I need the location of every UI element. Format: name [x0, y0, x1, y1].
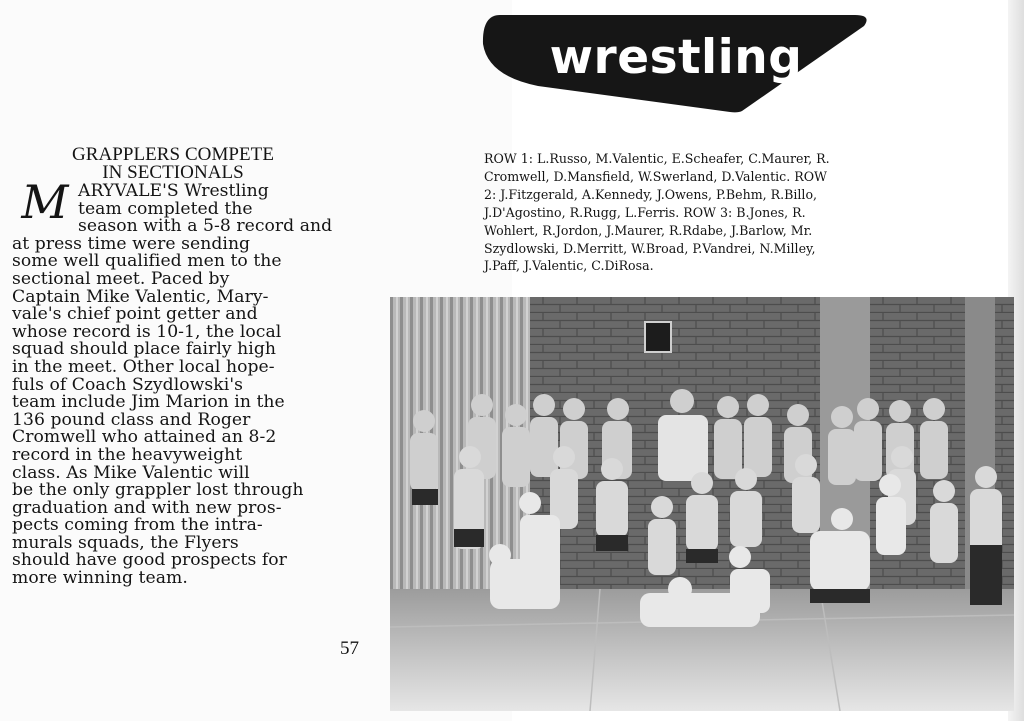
body-line: record in the heavyweight — [12, 444, 243, 465]
caption-line: J.D'Agostino, R.Rugg, L.Ferris. ROW 3: B.Jones, R. — [484, 204, 806, 220]
body-line: team completed the — [78, 198, 253, 219]
caption-line: ROW 1: L.Russo, M.Valentic, E.Scheafer, C.Maurer, R. — [484, 151, 830, 166]
body-line: should have good prospects for — [12, 550, 287, 571]
body-line: graduation and with new pros- — [12, 497, 282, 518]
body-line: more winning team. — [12, 568, 188, 589]
body-line: class. As Mike Valentic will — [12, 462, 250, 483]
body-line: whose record is 10-1, the local — [12, 321, 282, 342]
body-line: pects coming from the intra- — [12, 515, 263, 536]
body-line: ARYVALE'S Wrestling — [78, 181, 269, 201]
photo-caption — [484, 150, 934, 275]
body-line: murals squads, the Flyers — [12, 532, 239, 553]
body-line: in the meet. Other local hope- — [12, 356, 275, 377]
team-photo-image — [390, 297, 1014, 711]
caption-line: Cromwell, D.Mansfield, W.Swerland, D.Valentic. ROW — [484, 168, 827, 184]
body-line: some well qualified men to the — [12, 251, 282, 272]
body-line: season with a 5-8 record and — [78, 216, 333, 237]
body-line: Cromwell who attained an 8-2 — [12, 427, 277, 448]
caption-line: J.Paff, J.Valentic, C.DiRosa. — [484, 258, 654, 274]
body-line: vale's chief point getter and — [12, 304, 258, 325]
headline-line: GRAPPLERS COMPETE — [72, 144, 274, 165]
caption-line: Wohlert, R.Jordon, J.Maurer, R.Rdabe, J.Barlow, Mr. — [484, 222, 813, 238]
page-number: 57 — [340, 638, 359, 659]
body-line: squad should place fairly high — [12, 339, 277, 360]
body-line: team include Jim Marion in the — [12, 392, 285, 413]
article-body — [12, 175, 333, 589]
body-line: fuls of Coach Szydlowski's — [12, 374, 243, 395]
body-line: 136 pound class and Roger — [12, 409, 251, 430]
drop-cap: M — [21, 175, 69, 229]
body-line: Captain Mike Valentic, Mary- — [12, 286, 269, 307]
team-photo — [390, 297, 1014, 711]
wrestling-article — [12, 144, 333, 589]
body-line: at press time were sending — [12, 233, 251, 254]
caption-line: 2: J.Fitzgerald, A.Kennedy, J.Owens, P.Behm, R.Billo, — [484, 186, 818, 202]
section-banner — [480, 12, 872, 114]
caption-line: Szydlowski, D.Merritt, W.Broad, P.Vandrei, N.Milley, — [484, 240, 816, 256]
headline-line: IN SECTIONALS — [102, 162, 244, 183]
body-line: sectional meet. Paced by — [12, 268, 230, 289]
banner-title: wrestling — [549, 30, 803, 85]
body-line: be the only grappler lost through — [12, 480, 304, 501]
